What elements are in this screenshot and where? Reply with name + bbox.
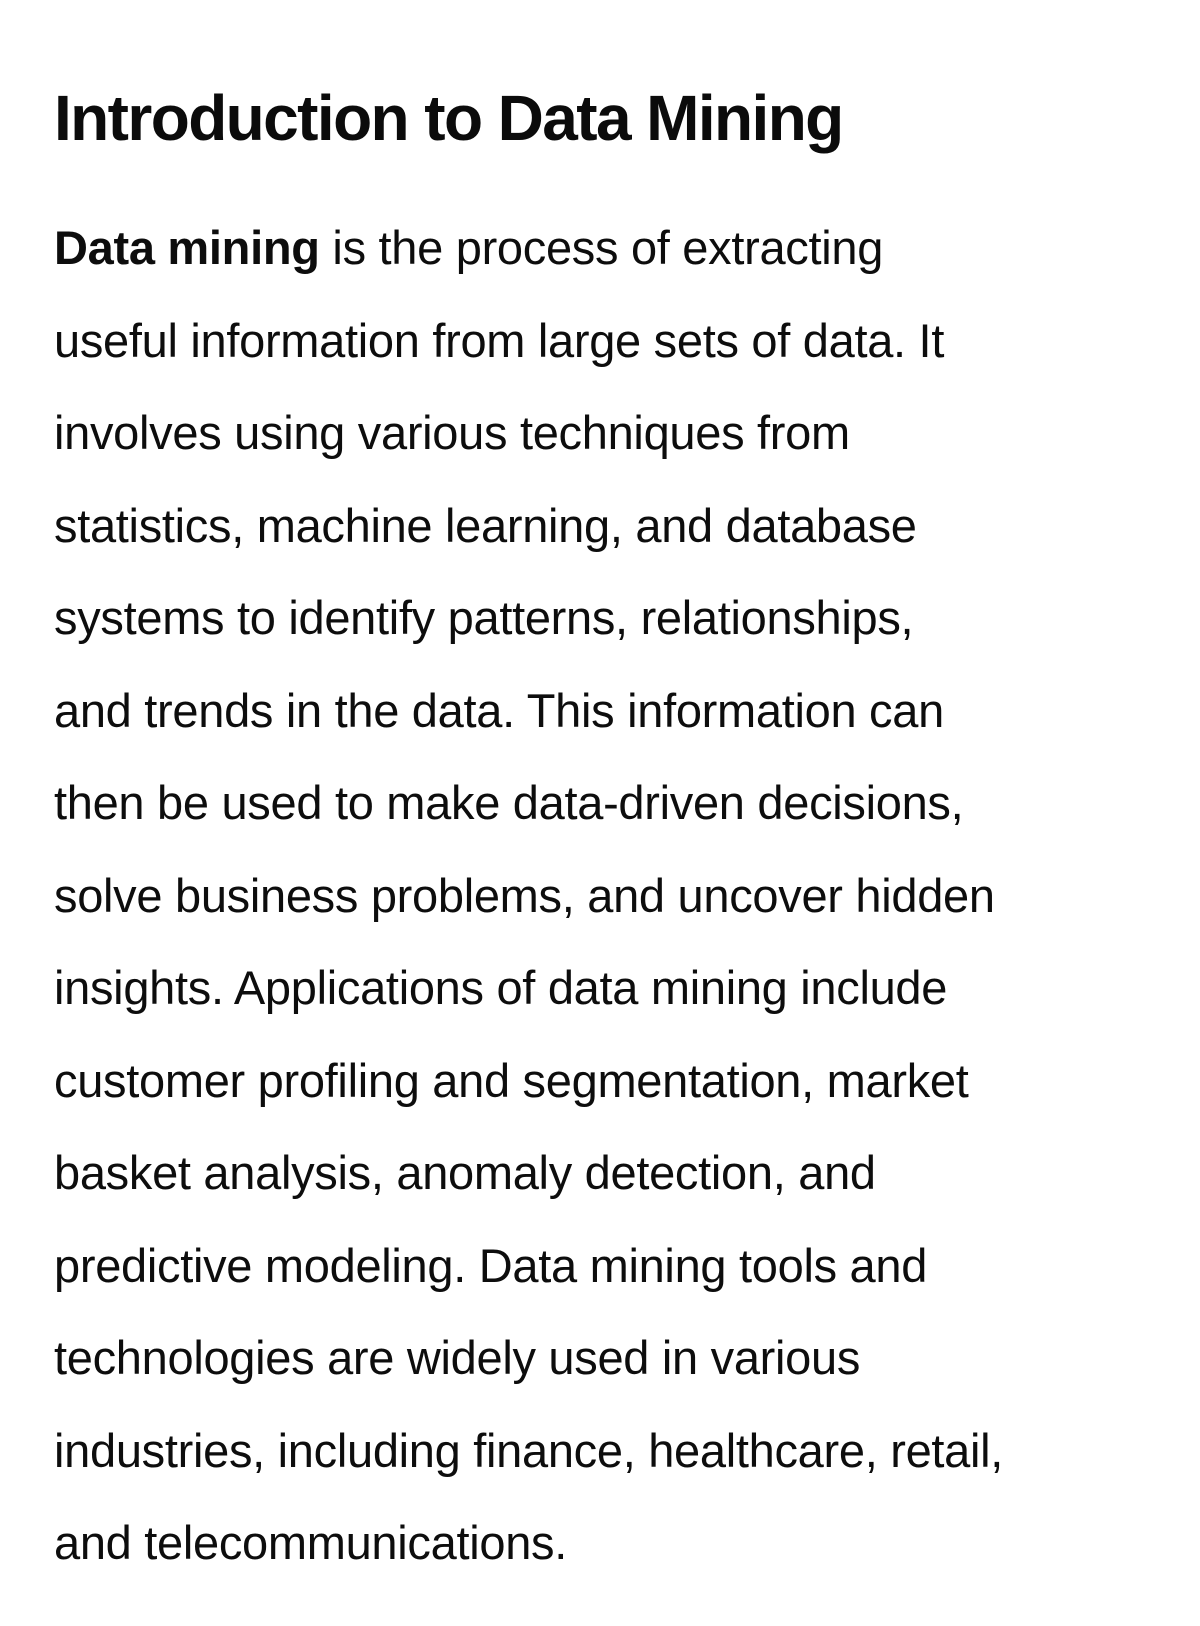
paragraph-line-1 (54, 202, 1140, 295)
paragraph-line-15: and telecommunications. (54, 1516, 567, 1569)
key-term: Data mining (54, 221, 320, 274)
paragraph-line-8: solve business problems, and uncover hidden (54, 868, 995, 922)
paragraph-line-5: systems to identify patterns, relationships, (54, 591, 914, 644)
paragraph-line-9: insights. Applications of data mining include (54, 961, 948, 1014)
paragraph-line-7: then be used to make data-driven decisions, (54, 776, 964, 829)
paragraph-line-11: basket analysis, anomaly detection, and (54, 1146, 876, 1199)
paragraph-line-14: industries, including finance, healthcare, retail, (54, 1423, 1004, 1477)
paragraph-line-4: statistics, machine learning, and database (54, 498, 917, 552)
paragraph-line-2: useful information from large sets of data. It (54, 313, 945, 367)
paragraph-line-1-text: is the process of extracting (319, 221, 884, 274)
paragraph-line-12: predictive modeling. Data mining tools and (54, 1238, 928, 1292)
paragraph-line-10: customer profiling and segmentation, market (54, 1053, 969, 1107)
body-paragraph (54, 202, 1140, 1590)
paragraph-line-6: and trends in the data. This information can (54, 683, 944, 737)
paragraph-line-13: technologies are widely used in various (54, 1331, 861, 1384)
paragraph-line-3: involves using various techniques from (54, 406, 850, 459)
page-title: Introduction to Data Mining (54, 82, 843, 154)
